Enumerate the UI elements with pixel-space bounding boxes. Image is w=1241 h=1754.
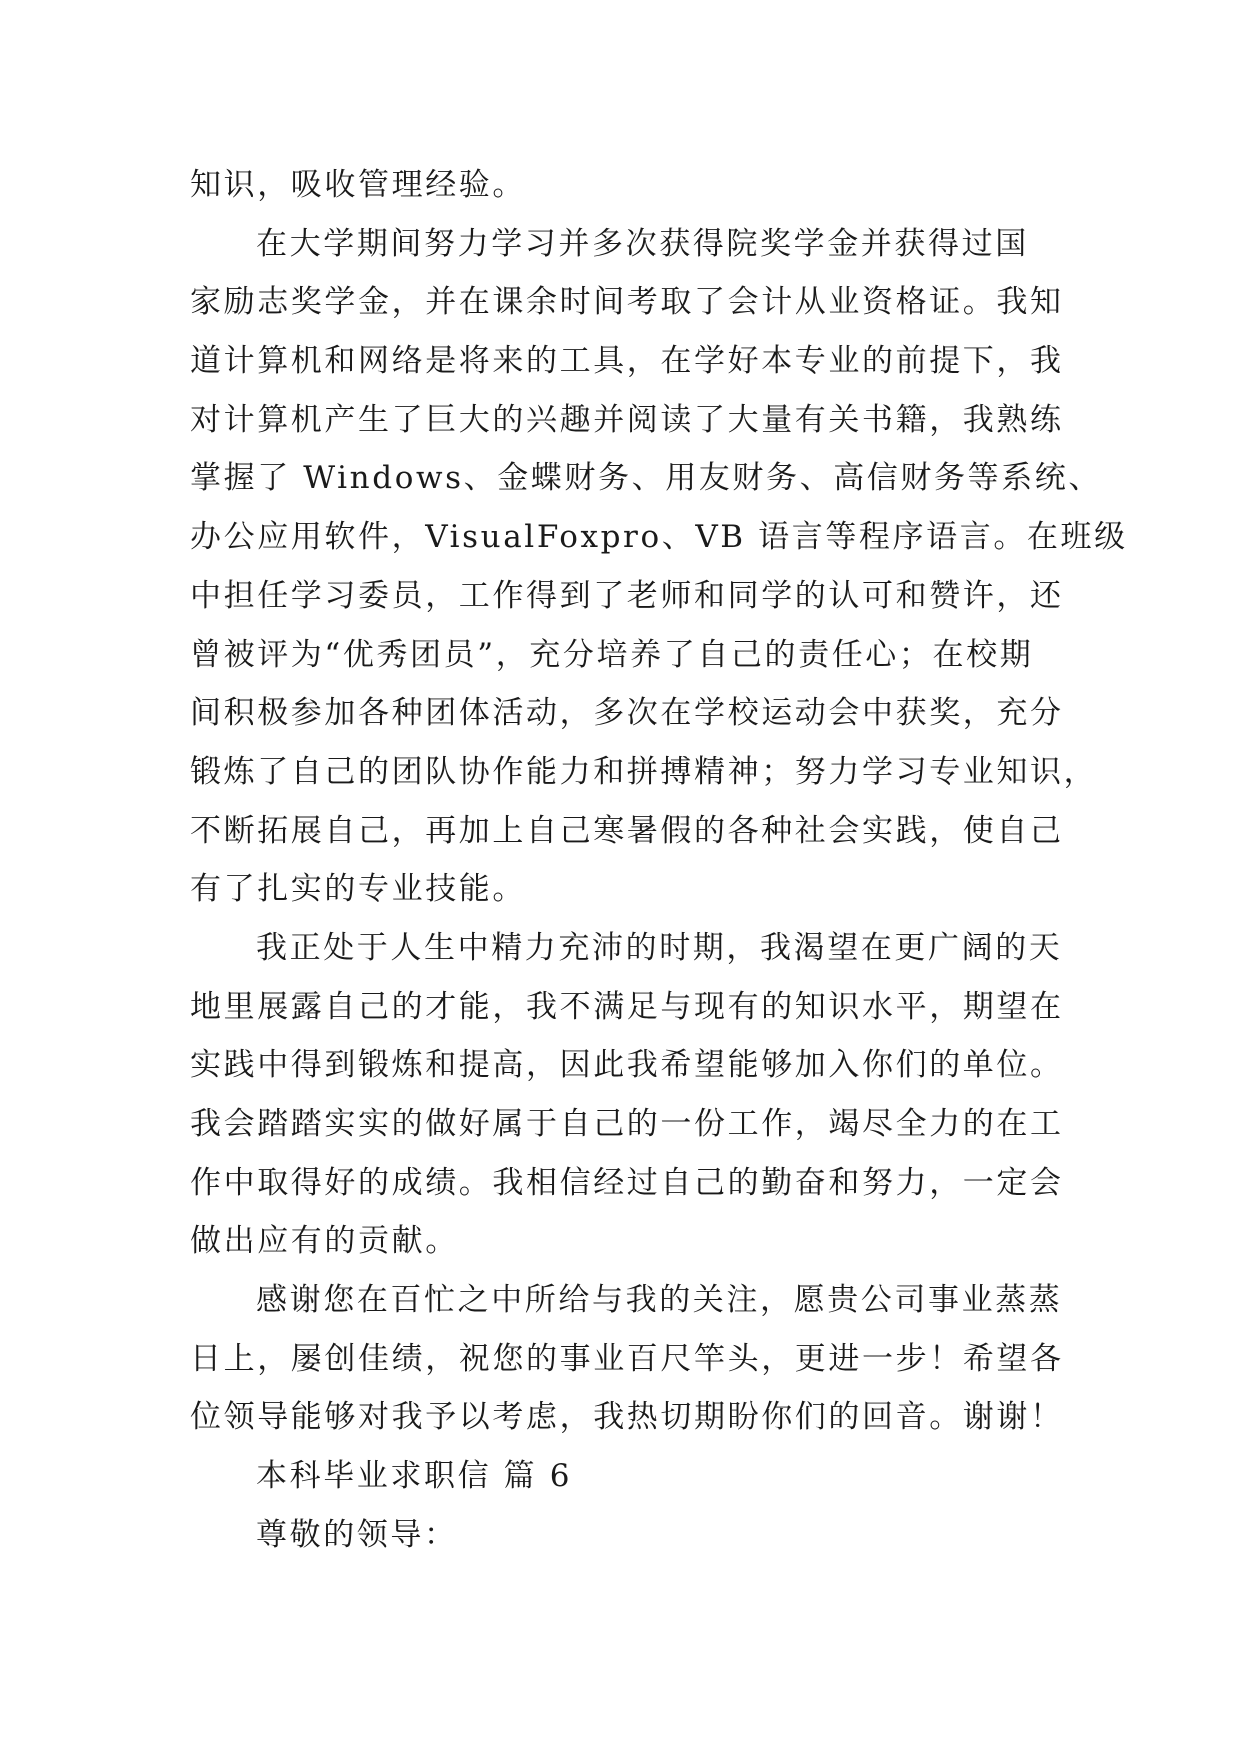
text-line: 我正处于人生中精力充沛的时期，我渴望在更广阔的天 [256,929,1063,966]
text-line: 中担任学习委员，工作得到了老师和同学的认可和赞许，还 [190,577,1064,614]
text-line: 有了扎实的专业技能。 [190,871,526,908]
text-line: 对计算机产生了巨大的兴趣并阅读了大量有关书籍，我熟练 [190,401,1064,438]
salutation: 尊敬的领导： [256,1516,458,1553]
text-line: 掌握了 Windows、金蝶财务、用友财务、高信财务等系统、 [190,460,1103,497]
text-line: 实践中得到锻炼和提高，因此我希望能够加入你们的单位。 [190,1047,1064,1084]
text-line: 不断拓展自己，再加上自己寒暑假的各种社会实践，使自己 [190,812,1064,849]
text-line: 做出应有的贡献。 [190,1223,459,1260]
text-line: 我会踏踏实实的做好属于自己的一份工作，竭尽全力的在工 [190,1106,1064,1142]
text-line: 地里展露自己的才能，我不满足与现有的知识水平，期望在 [190,988,1064,1025]
text-line: 感谢您在百忙之中所给与我的关注，愿贵公司事业蒸蒸 [256,1282,1063,1319]
text-line: 间积极参加各种团体活动，多次在学校运动会中获奖，充分 [190,695,1064,732]
text-line: 曾被评为“优秀团员”，充分培养了自己的责任心；在校期 [190,636,1034,673]
section-heading: 本科毕业求职信 篇 6 [256,1458,573,1495]
document-body [190,156,1128,1565]
text-line: 知识，吸收管理经验。 [190,167,526,203]
text-line: 办公应用软件，VisualFoxpro、VB 语言等程序语言。在班级 [190,519,1128,556]
text-line: 位领导能够对我予以考虑，我热切期盼你们的回音。谢谢！ [190,1399,1064,1436]
text-line: 道计算机和网络是将来的工具，在学好本专业的前提下，我 [190,343,1064,380]
text-line: 在大学期间努力学习并多次获得院奖学金并获得过国 [256,225,1029,262]
text-line: 锻炼了自己的团队协作能力和拼搏精神；努力学习专业知识， [190,753,1098,790]
text-line: 家励志奖学金，并在课余时间考取了会计从业资格证。我知 [190,284,1064,321]
text-line: 日上，屡创佳绩，祝您的事业百尺竿头，更进一步！希望各 [190,1340,1064,1377]
text-line: 作中取得好的成绩。我相信经过自己的勤奋和努力，一定会 [190,1164,1064,1201]
